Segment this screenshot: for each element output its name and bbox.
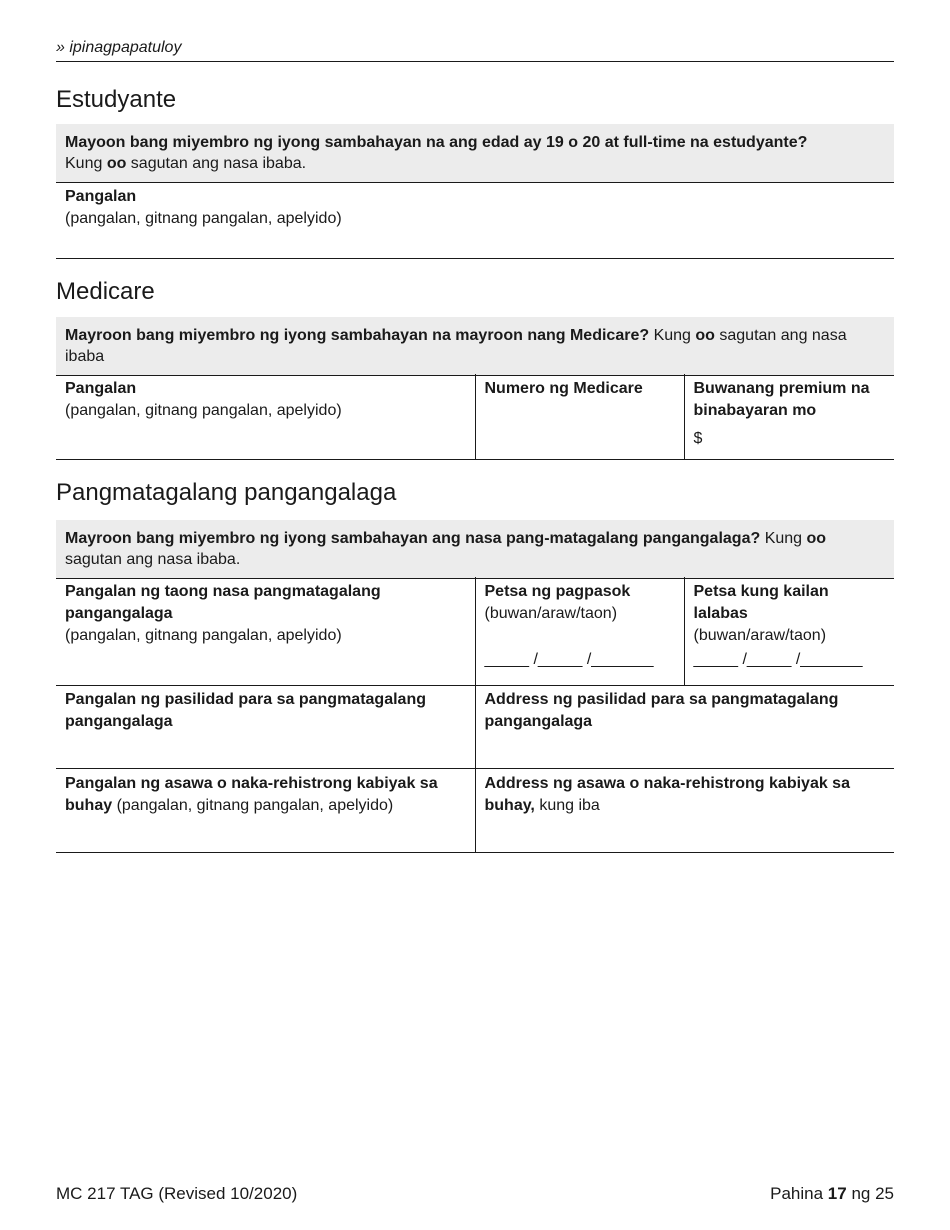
estudyante-table [56,182,894,259]
field-label: Numero ng Medicare [484,380,643,397]
question-kung: Kung [649,327,696,344]
field-label: Pangalan ng asawa o naka-rehistrong kabiyak sa buhay [65,774,438,814]
ltc-facility-address-field[interactable] [475,685,894,768]
ltc-facility-table [56,685,894,853]
estudyante-question [56,124,894,183]
date-blank: _____ /_____ /_______ [693,651,863,668]
question-instruction: sagutan ang nasa ibaba. [126,155,307,172]
medicare-question [56,317,894,376]
field-label: Address ng asawa o naka-rehistrong kabiyak sa buhay, [484,774,850,814]
field-label: Pangalan ng pasilidad para sa pangmatagalang pangangalaga [65,691,426,730]
question-oo: oo [106,155,127,172]
question-oo: oo [806,530,827,547]
section-title-ltc: Pangmatagalang pangangalaga [56,479,397,506]
date-blank: _____ /_____ /_______ [484,651,654,668]
ltc-exit-date-field[interactable] [684,577,894,685]
field-label: Pangalan ng taong nasa pangmatagalang pangangalaga [65,583,381,622]
field-hint: (pangalan, gitnang pangalan, apelyido) [65,402,342,419]
ltc-question-text: Mayroon bang miyembro ng iyong sambahayan ang nasa pang-matagalang pangangalaga? [65,530,761,547]
question-instruction: sagutan ang nasa ibaba [65,327,847,365]
field-hint: (pangalan, gitnang pangalan, apelyido) [65,627,342,644]
field-hint: (buwan/araw/taon) [484,605,618,622]
form-id: MC 217 TAG (Revised 10/2020) [56,1184,298,1203]
question-kung: Kung [65,155,107,172]
ltc-spouse-address-field[interactable] [475,768,894,852]
ltc-spouse-name-field[interactable] [56,768,475,852]
ltc-question [56,520,894,579]
continued-label: » ipinagpapatuloy [56,39,894,62]
section-title-estudyante: Estudyante [56,86,177,113]
field-label: Petsa kung kailan lalabas [693,583,829,622]
question-kung: Kung [760,530,807,547]
ltc-entry-date-field[interactable] [475,577,684,685]
field-hint: kung iba [534,796,600,814]
medicare-number-field[interactable] [475,374,684,459]
field-hint: (pangalan, gitnang pangalan, apelyido) [112,796,394,814]
medicare-question-text: Mayroon bang miyembro ng iyong sambahayan na mayroon nang Medicare? [65,327,650,344]
field-label: Buwanang premium na binabayaran mo [693,380,870,419]
total-pages: 25 [875,1184,894,1203]
dollar-sign: $ [693,430,703,447]
page-prefix: Pahina [770,1184,828,1203]
field-label: Petsa ng pagpasok [484,583,631,600]
field-label: Address ng pasilidad para sa pangmatagalang pangangalaga [484,691,839,730]
page-of: ng [846,1184,876,1203]
estudyante-name-field[interactable] [56,182,894,258]
medicare-table [56,374,894,460]
current-page: 17 [827,1184,847,1203]
estudyante-question-text: Mayoon bang miyembro ng iyong sambahayan na ang edad ay 19 o 20 at full-time na estudyante? [65,134,808,151]
medicare-name-field[interactable] [56,374,475,459]
section-title-medicare: Medicare [56,278,155,305]
field-label: Pangalan [65,380,137,397]
question-instruction: sagutan ang nasa ibaba. [65,551,241,568]
field-label: Pangalan [65,188,137,205]
medicare-premium-field[interactable] [684,374,894,459]
ltc-person-name-field[interactable] [56,577,475,685]
ltc-table [56,577,894,686]
field-hint: (pangalan, gitnang pangalan, apelyido) [65,210,342,227]
ltc-facility-name-field[interactable] [56,685,475,768]
page-number [770,1184,894,1204]
field-hint: (buwan/araw/taon) [693,627,827,644]
question-oo: oo [695,327,715,344]
